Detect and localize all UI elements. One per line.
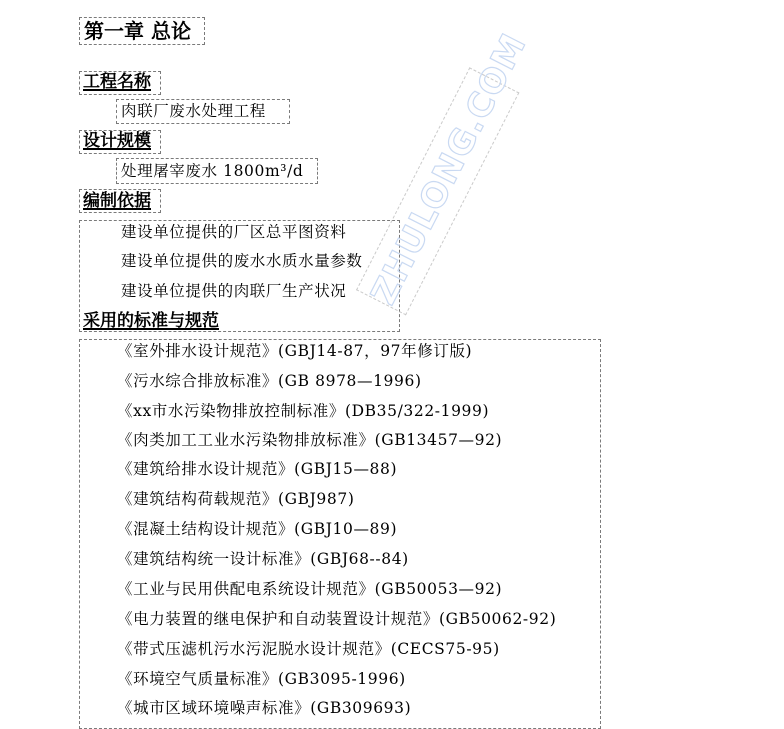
- standard-item: 《混凝土结构设计规范》(GBJ10—89): [117, 520, 398, 538]
- standard-item: 《建筑结构荷载规范》(GBJ987): [117, 490, 355, 508]
- standard-item: 《室外排水设计规范》(GBJ14-87，97年修订版): [117, 342, 473, 360]
- standard-item: 《工业与民用供配电系统设计规范》(GB50053—92): [117, 580, 503, 598]
- basis-item: 建设单位提供的废水水质水量参数: [121, 252, 363, 270]
- watermark-text: ZHULONG.COM: [363, 27, 535, 311]
- standard-item: 《xx市水污染物排放控制标准》(DB35/322-1999): [117, 402, 490, 420]
- standard-item: 《城市区域环境噪声标准》(GB309693): [117, 699, 412, 717]
- standard-item: 《带式压滤机污水污泥脱水设计规范》(CECS75-95): [117, 640, 500, 658]
- standards-heading: 采用的标准与规范: [83, 311, 219, 331]
- watermark: [356, 27, 535, 315]
- chapter-title: 第一章 总论: [84, 19, 191, 43]
- standard-item: 《污水综合排放标准》(GB 8978—1996): [117, 372, 422, 390]
- standard-item: 《环境空气质量标准》(GB3095-1996): [117, 670, 406, 688]
- design-scale-heading: 设计规模: [83, 131, 151, 151]
- basis-item: 建设单位提供的厂区总平图资料: [121, 223, 347, 241]
- project-name-content: 肉联厂废水处理工程: [121, 102, 266, 120]
- project-name-heading: 工程名称: [83, 72, 151, 92]
- standard-item: 《建筑结构统一设计标准》(GBJ68--84): [117, 550, 409, 568]
- standard-item: 《电力装置的继电保护和自动装置设计规范》(GB50062-92): [117, 610, 557, 628]
- basis-heading: 编制依据: [83, 191, 151, 211]
- basis-item: 建设单位提供的肉联厂生产状况: [121, 282, 347, 300]
- standard-item: 《肉类加工工业水污染物排放标准》(GB13457—92): [117, 431, 503, 449]
- design-scale-content: 处理屠宰废水 1800m³/d: [121, 162, 304, 180]
- standard-item: 《建筑给排水设计规范》(GBJ15—88): [117, 460, 398, 478]
